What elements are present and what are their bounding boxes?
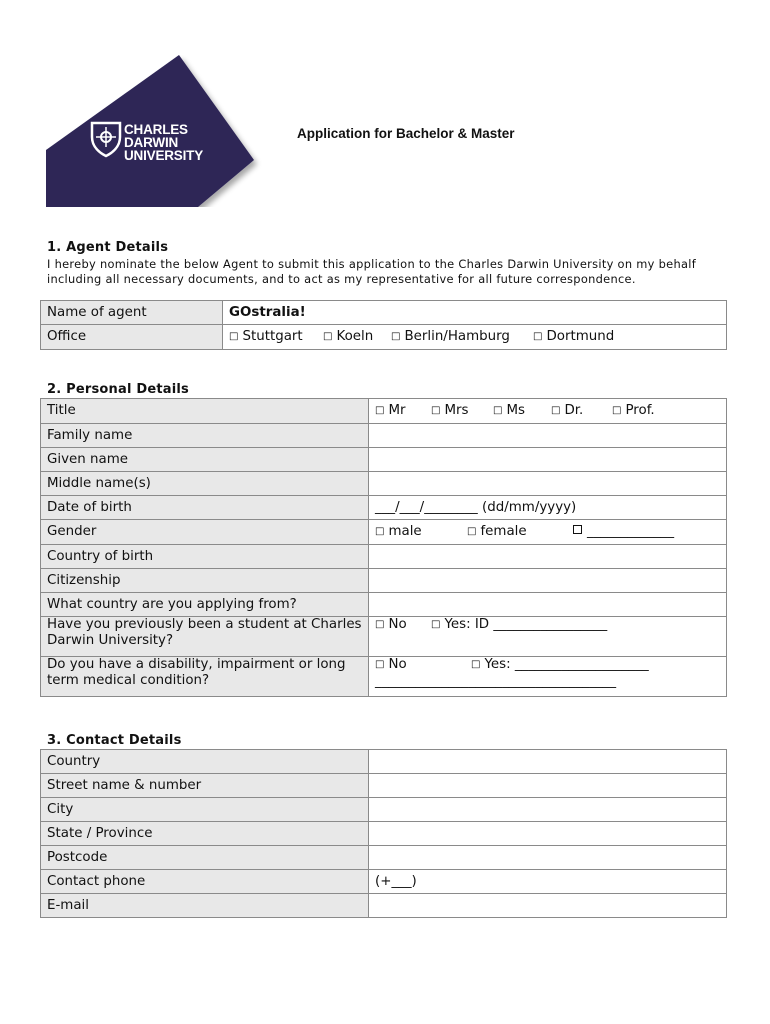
checkbox-icon[interactable]: □ xyxy=(467,526,477,537)
office-options xyxy=(223,325,727,350)
option-label: Prof. xyxy=(625,403,655,418)
table-row xyxy=(41,496,727,520)
option-label: Dortmund xyxy=(546,329,615,344)
applying-from-label: What country are you applying from? xyxy=(41,593,369,617)
phone-field[interactable] xyxy=(369,870,727,894)
applying-from-field[interactable] xyxy=(369,593,727,617)
phone-prefix: (+___) xyxy=(375,874,417,889)
family-name-label: Family name xyxy=(41,424,369,448)
checkbox-icon[interactable]: □ xyxy=(229,331,239,342)
checkbox-icon[interactable]: □ xyxy=(431,405,441,416)
checkbox-icon[interactable]: □ xyxy=(375,526,385,537)
previous-student-options xyxy=(369,617,727,657)
country-field[interactable] xyxy=(369,750,727,774)
country-birth-field[interactable] xyxy=(369,545,727,569)
checkbox-icon[interactable]: □ xyxy=(375,619,385,630)
city-field[interactable] xyxy=(369,798,727,822)
gender-options xyxy=(369,520,727,545)
country-label: Country xyxy=(41,750,369,774)
title-option-mrs[interactable] xyxy=(431,399,493,423)
dob-field[interactable] xyxy=(369,496,727,520)
logo-line-1: CHARLES xyxy=(124,122,188,137)
table-row xyxy=(41,750,727,774)
street-label: Street name & number xyxy=(41,774,369,798)
dob-label: Date of birth xyxy=(41,496,369,520)
contact-details-heading: 3. Contact Details xyxy=(47,733,182,748)
state-label: State / Province xyxy=(41,822,369,846)
personal-details-table xyxy=(40,398,727,697)
table-row xyxy=(41,846,727,870)
gender-option-other[interactable] xyxy=(573,520,674,543)
checkbox-icon[interactable]: □ xyxy=(533,331,543,342)
option-label: No xyxy=(388,617,407,632)
option-label: Koeln xyxy=(336,329,374,344)
logo-line-3: UNIVERSITY xyxy=(124,148,204,163)
checkbox-icon[interactable]: □ xyxy=(391,331,401,342)
office-option-berlin-hamburg[interactable] xyxy=(391,325,533,349)
gender-option-male[interactable] xyxy=(375,520,467,544)
title-option-ms[interactable] xyxy=(493,399,551,423)
citizenship-label: Citizenship xyxy=(41,569,369,593)
title-options xyxy=(369,399,727,424)
gender-option-female[interactable] xyxy=(467,520,573,544)
checkbox-icon[interactable]: □ xyxy=(431,619,441,630)
title-option-dr[interactable] xyxy=(551,399,612,423)
agent-intro-text: I hereby nominate the below Agent to submit this application to the Charles Darwin University on my behalf including all necessary documents, and to act as my representative for all future correspondence. xyxy=(47,257,697,286)
table-row xyxy=(41,325,727,350)
checkbox-icon[interactable]: □ xyxy=(375,659,385,670)
table-row xyxy=(41,424,727,448)
disability-yes[interactable] xyxy=(471,657,649,674)
agent-name-text: GOstralia! xyxy=(229,305,306,320)
email-field[interactable] xyxy=(369,894,727,918)
option-label: Yes: ID _________________ xyxy=(444,617,608,632)
previous-student-no[interactable] xyxy=(375,617,431,634)
gender-other-line: _____________ xyxy=(587,524,675,539)
table-row xyxy=(41,545,727,569)
given-name-field[interactable] xyxy=(369,448,727,472)
checkbox-icon[interactable]: □ xyxy=(471,659,481,670)
middle-name-field[interactable] xyxy=(369,472,727,496)
agent-name-value xyxy=(223,301,727,325)
option-label: Ms xyxy=(506,403,525,418)
citizenship-field[interactable] xyxy=(369,569,727,593)
email-label: E-mail xyxy=(41,894,369,918)
title-option-prof[interactable] xyxy=(612,399,655,423)
table-row xyxy=(41,399,727,424)
table-row xyxy=(41,657,727,697)
street-field[interactable] xyxy=(369,774,727,798)
table-row xyxy=(41,472,727,496)
office-option-dortmund[interactable] xyxy=(533,325,614,349)
option-label: No xyxy=(388,657,407,672)
checkbox-icon[interactable] xyxy=(573,525,582,534)
family-name-field[interactable] xyxy=(369,424,727,448)
table-row xyxy=(41,822,727,846)
given-name-label: Given name xyxy=(41,448,369,472)
option-label: Dr. xyxy=(564,403,584,418)
checkbox-icon[interactable]: □ xyxy=(375,405,385,416)
agent-details-heading: 1. Agent Details xyxy=(47,240,169,255)
table-row xyxy=(41,569,727,593)
table-row xyxy=(41,593,727,617)
option-label: Stuttgart xyxy=(242,329,303,344)
table-row xyxy=(41,798,727,822)
contact-details-table xyxy=(40,749,727,918)
option-label: Mr xyxy=(388,403,406,418)
city-label: City xyxy=(41,798,369,822)
country-birth-label: Country of birth xyxy=(41,545,369,569)
disability-label: Do you have a disability, impairment or long term medical condition? xyxy=(41,657,369,697)
option-label: Berlin/Hamburg xyxy=(404,329,510,344)
table-row xyxy=(41,617,727,657)
table-row xyxy=(41,448,727,472)
dob-format: ___/___/________ (dd/mm/yyyy) xyxy=(375,500,577,515)
office-option-koeln[interactable] xyxy=(323,325,391,349)
postcode-field[interactable] xyxy=(369,846,727,870)
state-field[interactable] xyxy=(369,822,727,846)
checkbox-icon[interactable]: □ xyxy=(493,405,503,416)
logo-line-2: DARWIN xyxy=(124,135,179,150)
agent-name-label: Name of agent xyxy=(41,301,223,325)
office-option-stuttgart[interactable] xyxy=(229,325,323,349)
option-label: Mrs xyxy=(444,403,469,418)
checkbox-icon[interactable]: □ xyxy=(551,405,561,416)
option-label: female xyxy=(480,524,527,539)
option-label: male xyxy=(388,524,422,539)
table-row xyxy=(41,301,727,325)
agent-details-table xyxy=(40,300,727,350)
disability-options xyxy=(369,657,727,697)
table-row xyxy=(41,774,727,798)
table-row xyxy=(41,870,727,894)
previous-student-label: Have you previously been a student at Charles Darwin University? xyxy=(41,617,369,657)
title-label: Title xyxy=(41,399,369,424)
previous-student-yes[interactable] xyxy=(431,617,607,634)
checkbox-icon[interactable]: □ xyxy=(323,331,333,342)
office-label: Office xyxy=(41,325,223,350)
phone-label: Contact phone xyxy=(41,870,369,894)
postcode-label: Postcode xyxy=(41,846,369,870)
personal-details-heading: 2. Personal Details xyxy=(47,382,189,397)
title-option-mr[interactable] xyxy=(375,399,431,423)
option-label: Yes: ____________________ xyxy=(484,657,649,672)
logo-wordmark xyxy=(124,123,203,162)
disability-details-line[interactable]: ____________________________________ xyxy=(375,674,617,689)
gender-label: Gender xyxy=(41,520,369,545)
disability-no[interactable] xyxy=(375,657,471,674)
table-row xyxy=(41,520,727,545)
document-title: Application for Bachelor & Master xyxy=(297,126,515,141)
checkbox-icon[interactable]: □ xyxy=(612,405,622,416)
table-row xyxy=(41,894,727,918)
middle-name-label: Middle name(s) xyxy=(41,472,369,496)
